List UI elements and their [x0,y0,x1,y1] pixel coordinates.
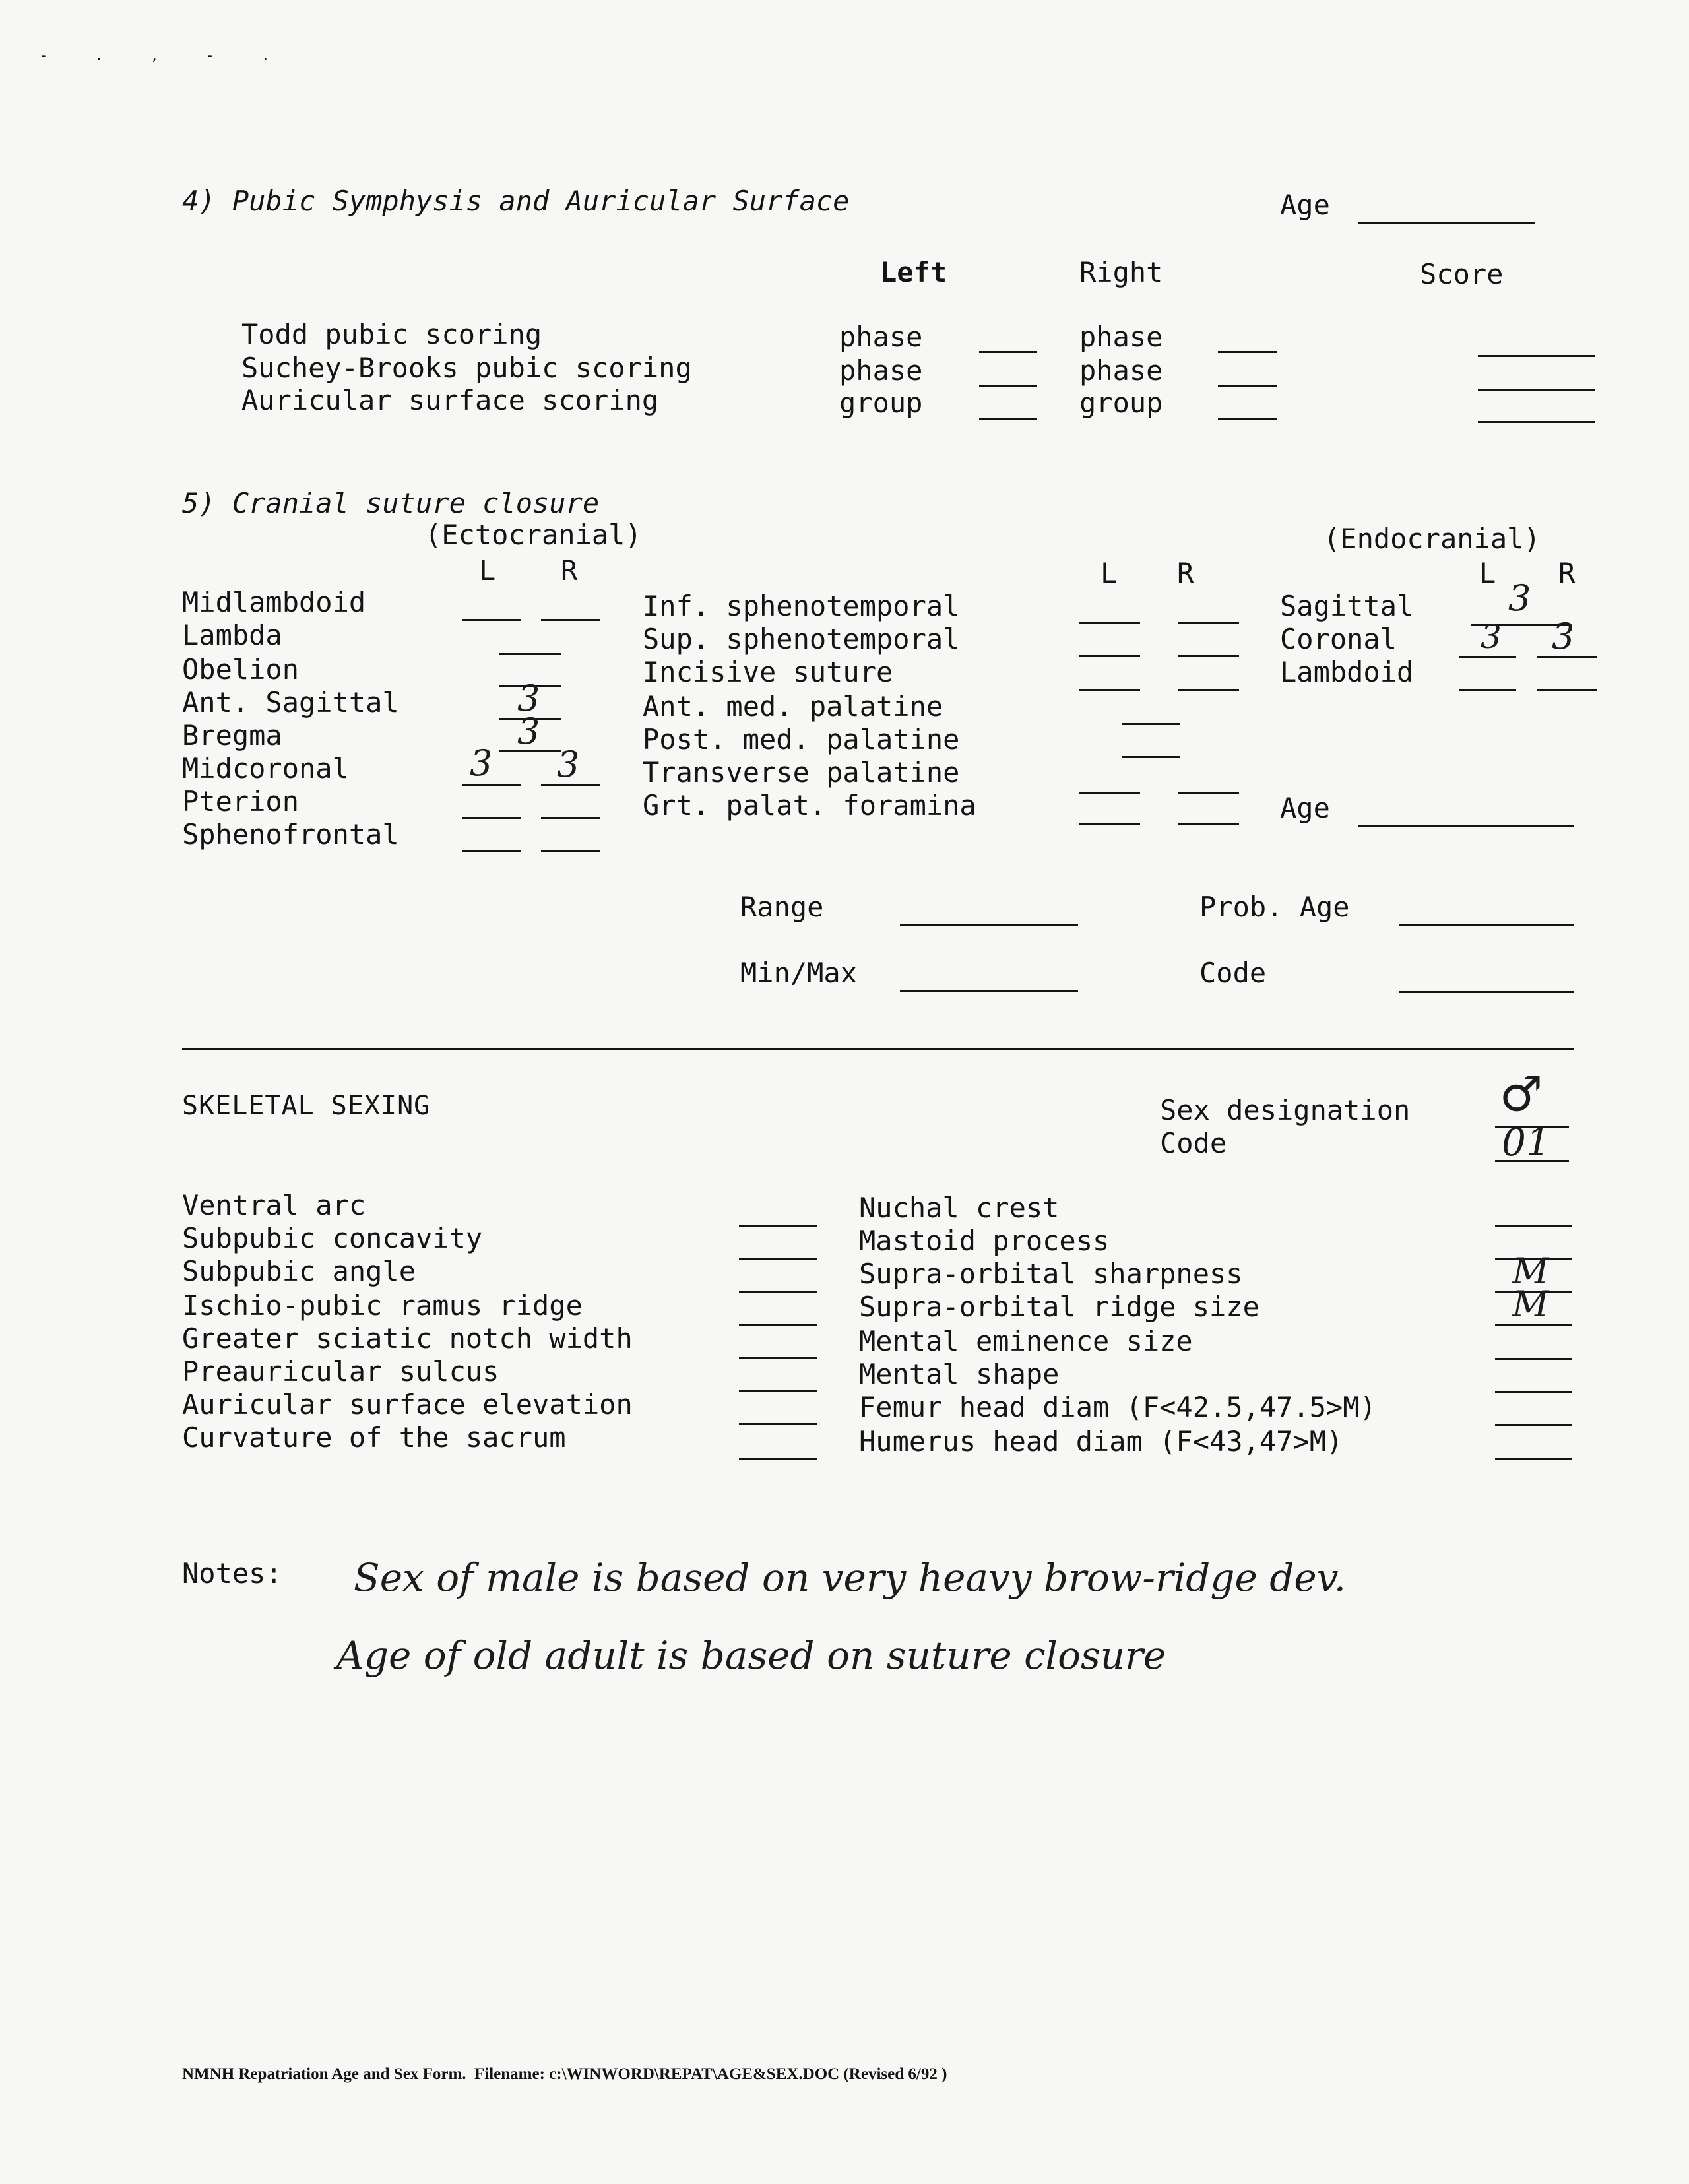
pubic-section-title [182,187,849,215]
mid-row-label: Post. med. palatine [643,723,960,755]
section-divider [182,1048,1574,1050]
trait-blank[interactable] [1495,1324,1572,1326]
mid-r-blank[interactable] [1178,792,1239,794]
sexing-title: SKELETAL SEXING [182,1091,431,1121]
minmax-label: Min/Max [740,957,858,989]
ecto-handwritten-value: 3 [517,678,540,719]
sexing-code-blank[interactable] [1495,1160,1569,1162]
trait-blank[interactable] [739,1390,817,1392]
trait-label: Ischio-pubic ramus ridge [182,1289,583,1322]
pubic-age-blank[interactable] [1358,222,1535,224]
endo-r-blank[interactable] [1537,689,1597,691]
ecto-single-blank[interactable] [499,653,561,655]
ecto-row-label: Sphenofrontal [182,818,399,851]
endo-handwritten-value: 3 [1552,616,1575,657]
ectocranial-label: (Ectocranial) [425,519,642,551]
pubic-score-blank[interactable] [1478,421,1595,423]
endo-handwritten-value: 3 [1481,618,1502,656]
endo-r-blank[interactable] [1537,656,1597,658]
pubic-left-unit: group [839,387,923,419]
trait-handwritten-value: M [1512,1250,1549,1292]
notes-line-1: Sex of male is based on very heavy brow-ridge dev. [354,1555,1347,1600]
ecto-r-blank[interactable] [541,619,600,621]
cranial-age-blank[interactable] [1358,825,1574,827]
mid-r-blank[interactable] [1178,655,1239,657]
pubic-row-label: Todd pubic scoring [241,318,542,350]
trait-label: Subpubic angle [182,1255,416,1287]
pubic-row-label: Suchey-Brooks pubic scoring [241,352,692,384]
endo-l-blank[interactable] [1459,689,1516,691]
range-label: Range [740,891,824,923]
cranial-age-label: Age [1280,792,1330,824]
trait-label: Auricular surface elevation [182,1388,633,1421]
mid-row-label: Inf. sphenotemporal [643,590,960,622]
code-label: Code [1199,957,1267,989]
pubic-right-blank[interactable] [1218,385,1277,387]
mid-row-label: Transverse palatine [643,756,960,788]
col-right-header: Right [1079,256,1163,288]
trait-blank[interactable] [1495,1424,1572,1426]
ecto-l-blank[interactable] [462,784,521,786]
ecto-single-blank[interactable] [499,750,561,752]
ecto-R-header: R [561,554,578,587]
ecto-l-blank[interactable] [462,619,521,621]
ecto-row-label: Ant. Sagittal [182,686,399,719]
endo-R-header: R [1558,557,1576,589]
trait-blank[interactable] [1495,1358,1572,1360]
endo-L-header: L [1479,557,1496,589]
trait-blank[interactable] [1495,1458,1572,1460]
pubic-left-unit: phase [839,354,923,387]
mid-r-blank[interactable] [1178,622,1239,624]
trait-blank[interactable] [1495,1225,1572,1227]
mid-l-blank[interactable] [1079,792,1140,794]
form-footer: NMNH Repatriation Age and Sex Form. Filename: c:\WINWORD\REPAT\AGE&SEX.DOC (Revised 6/92 ) [182,2065,947,2083]
endocranial-label: (Endocranial) [1323,523,1541,555]
trait-label: Femur head diam (F<42.5,47.5>M) [859,1391,1376,1423]
endo-row-label: Sagittal [1280,590,1414,622]
code-blank[interactable] [1399,991,1574,993]
trait-blank[interactable] [739,1324,817,1326]
trait-label: Supra-orbital ridge size [859,1291,1259,1323]
endo-row-label: Coronal [1280,623,1397,655]
pubic-score-blank[interactable] [1478,389,1595,391]
trait-blank[interactable] [739,1458,817,1460]
ecto-row-label: Bregma [182,719,282,752]
pubic-right-blank[interactable] [1218,351,1277,353]
mid-l-blank[interactable] [1079,655,1140,657]
mid-l-blank[interactable] [1079,689,1140,691]
trait-blank[interactable] [739,1423,817,1425]
pubic-age-label: Age [1280,189,1330,221]
ecto-row-label: Pterion [182,785,300,818]
ecto-L-header: L [479,554,496,587]
mid-L-header: L [1100,557,1118,589]
mid-row-label: Sup. sphenotemporal [643,623,960,655]
sex-designation-value: ♂ [1499,1066,1543,1123]
pubic-right-unit: phase [1079,354,1163,387]
trait-handwritten-value: M [1512,1283,1549,1325]
col-score-header: Score [1420,258,1504,290]
mid-single-blank[interactable] [1122,723,1180,725]
pubic-left-blank[interactable] [979,385,1037,387]
pubic-row-label: Auricular surface scoring [241,384,659,416]
pubic-left-blank[interactable] [979,418,1037,420]
pubic-right-unit: group [1079,387,1163,419]
mid-r-blank[interactable] [1178,689,1239,691]
trait-label: Ventral arc [182,1189,366,1221]
ecto-r-blank[interactable] [541,784,600,786]
trait-blank[interactable] [739,1225,817,1227]
trait-label: Subpubic concavity [182,1222,483,1254]
prob-age-blank[interactable] [1399,924,1574,926]
trait-blank[interactable] [739,1357,817,1359]
sexing-code-label: Code [1160,1127,1227,1159]
trait-blank[interactable] [739,1291,817,1293]
mid-single-blank[interactable] [1122,756,1180,758]
mid-l-blank[interactable] [1079,823,1140,825]
trait-label: Mental shape [859,1358,1060,1390]
ecto-handwritten-value: 3 [517,711,540,752]
trait-label: Mastoid process [859,1225,1110,1257]
cranial-section-title: 5) Cranial suture closure [182,487,600,519]
notes-line-2: Age of old adult is based on suture closure [336,1633,1166,1678]
ecto-r-blank[interactable] [541,850,600,852]
ecto-row-label: Midlambdoid [182,586,366,618]
ecto-l-blank[interactable] [462,817,521,819]
endo-handwritten-value: 3 [1508,577,1531,619]
range-blank[interactable] [900,924,1078,926]
ecto-l-blank[interactable] [462,850,521,852]
mid-row-label: Ant. med. palatine [643,690,943,723]
mid-row-label: Incisive suture [643,656,893,688]
mid-R-header: R [1177,557,1194,589]
trait-blank[interactable] [739,1258,817,1260]
sex-designation-label: Sex designation [1160,1094,1411,1126]
pubic-score-blank[interactable] [1478,355,1595,357]
ecto-row-label: Lambda [182,619,282,651]
mid-row-label: Grt. palat. foramina [643,789,976,821]
sexing-code-value: 01 [1502,1120,1550,1165]
trait-label: Nuchal crest [859,1192,1060,1224]
pubic-left-blank[interactable] [979,351,1037,353]
trait-label: Humerus head diam (F<43,47>M) [859,1425,1343,1458]
pubic-right-blank[interactable] [1218,418,1277,420]
ecto-r-blank[interactable] [541,817,600,819]
ecto-row-label: Midcoronal [182,752,349,785]
endo-row-label: Lambdoid [1280,656,1414,688]
pubic-right-unit: phase [1079,321,1163,353]
col-left-header: Left [880,256,947,288]
mid-r-blank[interactable] [1178,823,1239,825]
ecto-handwritten-value: 3 [557,744,580,785]
trait-label: Mental eminence size [859,1325,1193,1357]
pubic-title-text: 4) Pubic Symphysis and Auricular Surface [182,185,850,217]
trait-label: Preauricular sulcus [182,1355,499,1388]
scan-specks: - . , - . [40,48,290,63]
pubic-left-unit: phase [839,321,923,353]
endo-l-blank[interactable] [1459,656,1516,658]
ecto-handwritten-value: 3 [470,742,493,784]
trait-label: Curvature of the sacrum [182,1421,566,1454]
trait-label: Greater sciatic notch width [182,1322,633,1355]
minmax-blank[interactable] [900,990,1078,992]
trait-blank[interactable] [1495,1391,1572,1393]
prob-age-label: Prob. Age [1199,891,1350,923]
mid-l-blank[interactable] [1079,622,1140,624]
notes-label: Notes: [182,1557,282,1590]
ecto-row-label: Obelion [182,653,300,686]
trait-label: Supra-orbital sharpness [859,1258,1243,1290]
